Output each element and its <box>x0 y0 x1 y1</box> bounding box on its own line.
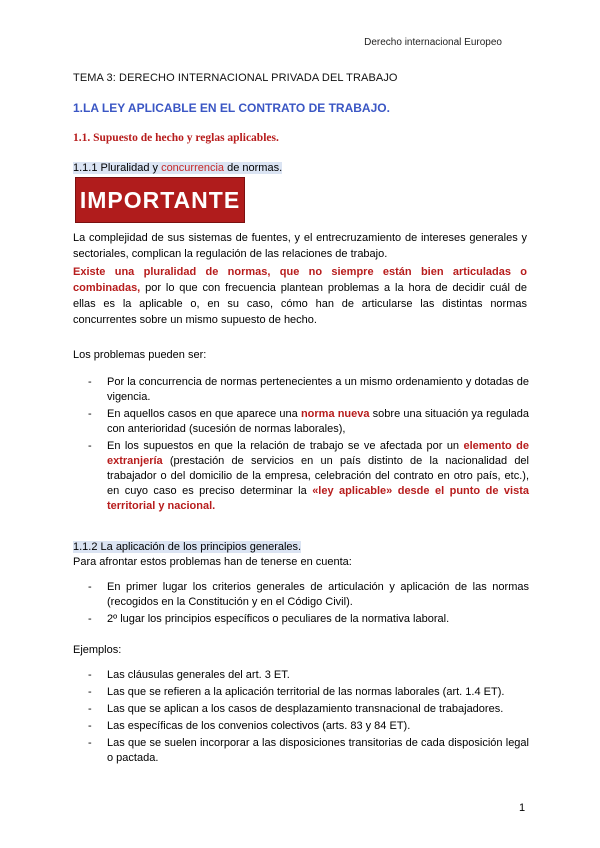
section-1-1-2-title: 1.1.2 La aplicación de los principios generales. <box>73 541 302 553</box>
heading-1: 1.LA LEY APLICABLE EN EL CONTRATO DE TRABAJO. <box>73 101 390 115</box>
criterio-2-text: 2º lugar los principios específicos o peculiares de la normativa laboral. <box>107 613 450 625</box>
criterios-list <box>73 580 529 629</box>
ejemplo-4-text: Las específicas de los convenios colectivos (arts. 83 y 84 ET). <box>107 720 411 732</box>
problema-2-post: sobre una situación ya regulada con anterioridad (sucesión de normas laborales), <box>107 408 529 435</box>
section-1-1-1-title <box>73 162 282 174</box>
ejemplos-label: Ejemplos: <box>73 644 122 656</box>
list-item: - Las cláusulas generales del art. 3 ET. <box>88 669 290 681</box>
ejemplo-5-text: Las que se suelen incorporar a las disposiciones transitorias de cada disposición legal o pactada. <box>107 737 529 764</box>
problemas-intro: Los problemas pueden ser: <box>73 349 207 361</box>
section-1-1-1-highlight: concurrencia <box>161 162 225 174</box>
list-item: - Las que se refieren a la aplicación territorial de las normas laborales (art. 1.4 ET). <box>88 686 505 698</box>
list-item: - Las que se suelen incorporar a las disposiciones transitorias de cada disposición legal o pactada. <box>88 737 529 764</box>
page-header-title: Derecho internacional Europeo <box>364 37 502 48</box>
page-number: 1 <box>519 802 526 814</box>
ejemplo-1-text: Las cláusulas generales del art. 3 ET. <box>107 669 290 681</box>
list-item: - Las que se aplican a los casos de desplazamiento transnacional de trabajadores. <box>88 703 504 715</box>
section-1-1-1-pre: 1.1.1 Pluralidad y <box>73 162 162 174</box>
paragraph-pluralidad-rest: por lo que con frecuencia plantean problemas a la hora de decidir cuál de ellas es la aplicable o, en su caso, cómo han de articularse las distintas normas concurrentes sobre un mismo supuesto de hecho. <box>73 282 527 326</box>
list-item: - En aquellos casos en que aparece una norma nueva sobre una situación ya regulada con anterioridad (sucesión de normas laborales), <box>88 408 529 435</box>
heading-2: 1.1. Supuesto de hecho y reglas aplicables. <box>73 132 279 144</box>
problema-3-bold-2: «ley aplicable» desde el punto de vista territorial y nacional. <box>107 485 529 512</box>
list-item: - 2º lugar los principios específicos o peculiares de la normativa laboral. <box>88 613 450 625</box>
problema-2-pre: En aquellos casos en que aparece una <box>107 408 301 420</box>
problemas-list <box>73 375 529 516</box>
list-item: - Por la concurrencia de normas pertenecientes a un mismo ordenamiento y dotadas de vigencia. <box>88 376 529 403</box>
problema-1-text: Por la concurrencia de normas pertenecientes a un mismo ordenamiento y dotadas de vigencia. <box>107 376 529 403</box>
paragraph-complejidad: La complejidad de sus sistemas de fuentes, y el entrecruzamiento de intereses generales y sectoriales, complican la regulación de las relaciones de trabajo. <box>73 232 527 260</box>
tema-title: TEMA 3: DERECHO INTERNACIONAL PRIVADA DEL TRABAJO <box>73 72 398 84</box>
list-item: - En los supuestos en que la relación de trabajo se ve afectada por un elemento de extranjería (prestación de servicios en un país distinto de la nacionalidad del trabajador o del domicilio de la empresa, celebración del contrato en otro país, etc.), en cuyo caso es preciso determinar la «ley aplicable» desde el punto de vista territorial y nacional. <box>88 440 530 512</box>
problema-3-pre: En los supuestos en que la relación de trabajo se ve afectada por un <box>107 440 464 452</box>
list-item: - En primer lugar los criterios generales de articulación y aplicación de las normas (recogidos en la Constitución y en el Código Civil). <box>88 581 529 608</box>
criterio-1-text: En primer lugar los criterios generales de articulación y aplicación de las normas (recogidos en la Constitución y en el Código Civil). <box>107 581 529 608</box>
paragraph-pluralidad <box>73 264 527 328</box>
list-item: - Las específicas de los convenios colectivos (arts. 83 y 84 ET). <box>88 720 411 732</box>
problema-3-mid: (prestación de servicios en un país distinto de la nacionalidad del trabajador o del domicilio de la empresa, celebración del contrato en otro país, etc.), en cuyo caso es preciso determinar la <box>107 455 529 497</box>
ejemplos-list <box>73 668 529 768</box>
section-1-1-1-post: de normas. <box>224 162 283 174</box>
importante-banner: IMPORTANTE <box>75 177 245 223</box>
problema-3-bold: elemento de extranjería <box>107 440 530 467</box>
paragraph-pluralidad-bold: Existe una pluralidad de normas, que no siempre están bien articuladas o combinadas, <box>73 266 527 294</box>
ejemplo-3-text: Las que se aplican a los casos de desplazamiento transnacional de trabajadores. <box>107 703 504 715</box>
afrontar-intro: Para afrontar estos problemas han de tenerse en cuenta: <box>73 556 352 568</box>
problema-2-bold: norma nueva <box>300 408 370 420</box>
ejemplo-2-text: Las que se refieren a la aplicación territorial de las normas laborales (art. 1.4 ET). <box>107 686 505 698</box>
